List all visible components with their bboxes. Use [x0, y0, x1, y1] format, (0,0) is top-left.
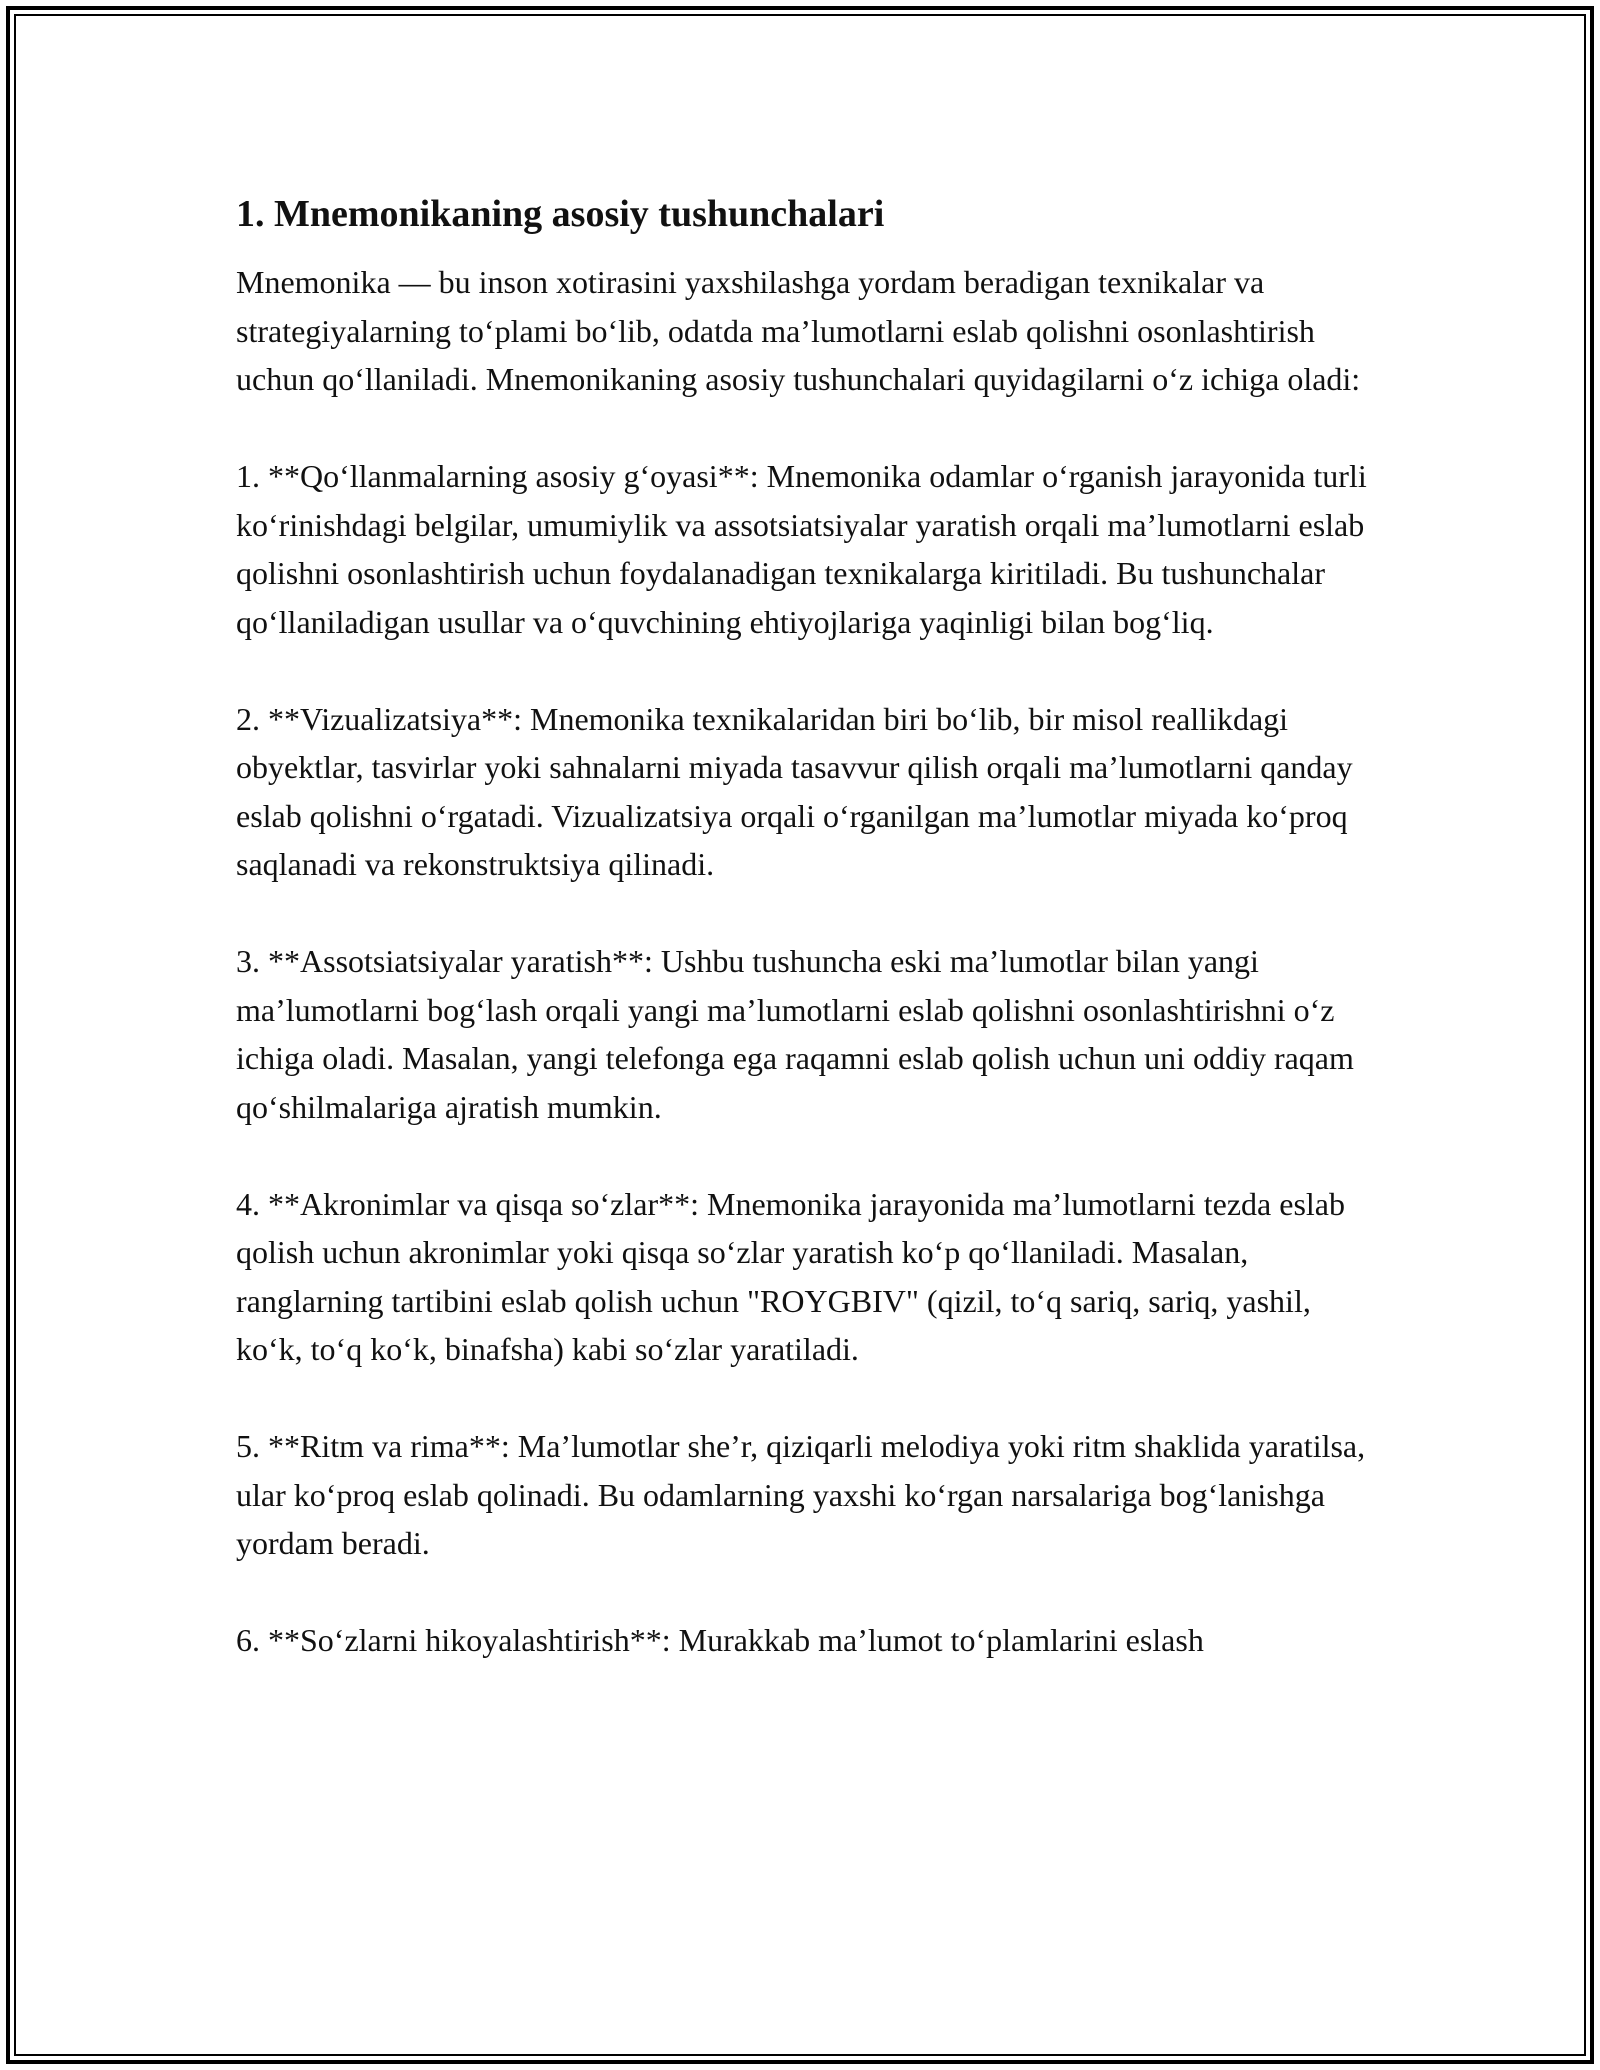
list-item-1-paragraph: 1. **Qo‘llanmalarning asosiy g‘oyasi**: Mnemonika odamlar o‘rganish jarayonida turli ko‘rinishdagi belgilar, umumiylik va assotsiatsiyalar yaratish orqali ma’lumotlarni eslab qolishni osonlashtirish uchun foydalanadigan texnikalarga kiritiladi. Bu tushunchalar qo‘llaniladigan usullar va o‘quvchining ehtiyojlariga yaqinligi bilan bog‘liq. [236, 458, 1367, 640]
intro-paragraph: Mnemonika — bu inson xotirasini yaxshilashga yordam beradigan texnikalar va strategiyalarning to‘plami bo‘lib, odatda ma’lumotlarni eslab qolishni osonlashtirish uchun qo‘llaniladi. Mnemonikaning asosiy tushunchalari quyidagilarni o‘z ichiga oladi: [236, 264, 1361, 397]
list-item-2-paragraph: 2. **Vizualizatsiya**: Mnemonika texnikalaridan biri bo‘lib, bir misol reallikdagi obyektlar, tasvirlar yoki sahnalarni miyada tasavvur qilish orqali ma’lumotlarni qanday eslab qolishni o‘rgatadi. Vizualizatsiya orqali o‘rganilgan ma’lumotlar miyada ko‘proq saqlanadi va rekonstruktsiya qilinadi. [236, 700, 1353, 882]
list-item-5-paragraph: 5. **Ritm va rima**: Ma’lumotlar she’r, qiziqarli melodiya yoki ritm shaklida yaratilsa, ular ko‘proq eslab qolinadi. Bu odamlarning yaxshi ko‘rgan narsalariga bog‘lanishga yordam beradi. [236, 1428, 1366, 1561]
list-item-3-paragraph: 3. **Assotsiatsiyalar yaratish**: Ushbu tushuncha eski ma’lumotlar bilan yangi ma’lumotlarni bog‘lash orqali yangi ma’lumotlarni eslab qolishni osonlashtirishni o‘z ichiga oladi. Masalan, yangi telefonga ega raqamni eslab qolish uchun uni oddiy raqam qo‘shilmalariga ajratish mumkin. [236, 943, 1354, 1125]
section-heading: 1. Mnemonikaning asosiy tushunchalari [236, 193, 885, 235]
document-body [236, 188, 1376, 1713]
list-item-6-paragraph: 6. **So‘zlarni hikoyalashtirish**: Murakkab ma’lumot to‘plamlarini eslash [236, 1622, 1204, 1658]
list-item-4-paragraph: 4. **Akronimlar va qisqa so‘zlar**: Mnemonika jarayonida ma’lumotlarni tezda eslab qolish uchun akronimlar yoki qisqa so‘zlar yaratish ko‘p qo‘llaniladi. Masalan, ranglarning tartibini eslab qolish uchun "ROYGBIV" (qizil, to‘q sariq, sariq, yashil, ko‘k, to‘q ko‘k, binafsha) kabi so‘zlar yaratiladi. [236, 1185, 1345, 1367]
